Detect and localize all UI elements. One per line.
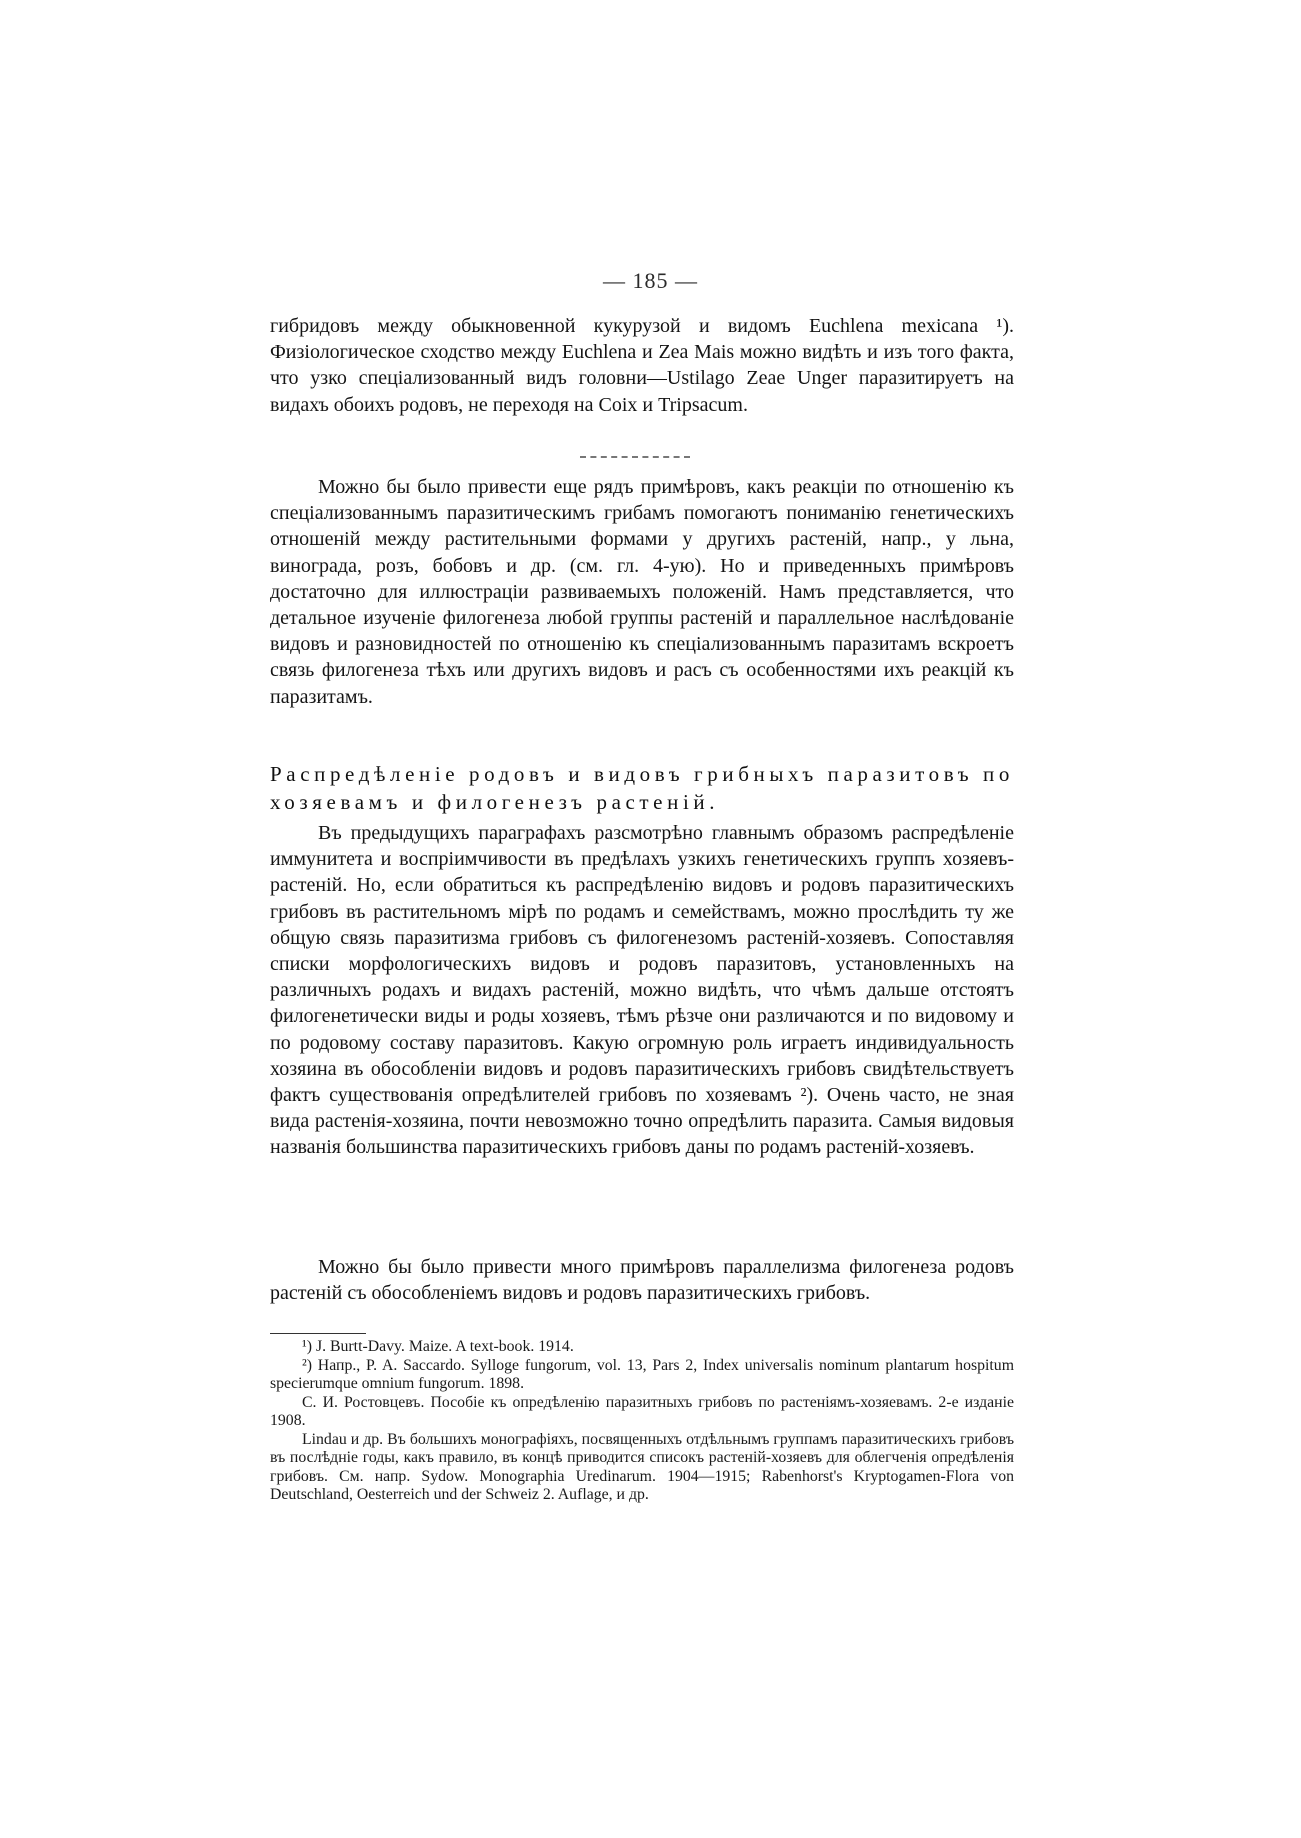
footnote-2-continuation: Lindau и др. Въ большихъ монографіяхъ, посвященныхъ отдѣльнымъ группамъ паразитическихъ грибовъ въ послѣдніе годы, какъ правило, въ концѣ приводится списокъ растеній-хозяевъ для облегченія опредѣленія грибовъ. См. напр. Sydow. Monographia Uredinarum. 1904—1915; Rabenhorst's Kryptogamen-Flora von Deutschland, Oesterreich und der Schweiz 2. Auflage, и др.	[270, 1430, 1014, 1503]
paragraph-text: Можно бы было привести много примѣровъ параллелизма филогенеза родовъ растеній съ обособленіемъ видовъ и родовъ паразитическихъ грибовъ.	[270, 1256, 1014, 1305]
section-divider	[580, 456, 690, 460]
body-paragraph-continuation	[270, 313, 1014, 418]
body-paragraph	[270, 474, 1014, 710]
body-paragraph	[270, 820, 1014, 1161]
footnote-2: ²) Напр., P. A. Saccardo. Sylloge fungorum, vol. 13, Pars 2, Index universalis nominum plantarum hospitum specierumque omnium fungorum. 1898.	[270, 1356, 1014, 1392]
paragraph-text: Въ предыдущихъ параграфахъ разсмотрѣно главнымъ образомъ распредѣленіе иммунитета и воспріимчивости въ предѣлахъ узкихъ генетическихъ группъ хозяевъ-растеній. Но, если обратиться къ распредѣленію видовъ и родовъ паразитическихъ грибовъ въ растительномъ мірѣ по родамъ и семействамъ, можно прослѣдить ту же общую связь паразитизма грибовъ съ филогенезомъ растеній-хозяевъ. Сопоставляя списки морфологическихъ видовъ и родовъ паразитовъ, установленныхъ на различныхъ родахъ и видахъ растеній, можно видѣть, что чѣмъ дальше отстоятъ филогенетически виды и роды хозяевъ, тѣмъ рѣзче они различаются и по видовому и по родовому составу паразитовъ. Какую огромную роль играетъ индивидуальность хозяина въ обособленіи видовъ и родовъ паразитическихъ грибовъ свидѣтельствуетъ фактъ существованія опредѣлителей грибовъ по хозяевамъ ²). Очень часто, не зная вида растенія-хозяина, почти невозможно точно опредѣлить паразита. Самыя видовыя названія большинства паразитическихъ грибовъ даны по родамъ растеній-хозяевъ.	[270, 822, 1014, 1159]
footnote-2-continuation: С. И. Ростовцевъ. Пособіе къ опредѣленію паразитныхъ грибовъ по растеніямъ-хозяевамъ. 2-е изданіе 1908.	[270, 1393, 1014, 1429]
footnotes	[270, 1338, 1014, 1505]
footnote-divider	[270, 1333, 366, 1334]
paragraph-text: Можно бы было привести еще рядъ примѣровъ, какъ реакціи по отношенію къ спеціализованнымъ паразитическимъ грибамъ помогаютъ пониманію генетическихъ отношеній между растительными формами у другихъ растеній, напр., у льна, винограда, розъ, бобовъ и др. (см. гл. 4-ую). Но и приведенныхъ примѣровъ достаточно для иллюстраціи развиваемыхъ положеній. Намъ представляется, что детальное изученіе филогенеза любой группы растеній и параллельное наслѣдованіе видовъ и разновидностей по отношенію къ спеціализованнымъ паразитамъ вскроетъ связь филогенеза тѣхъ или другихъ видовъ и расъ съ особенностями ихъ реакцій къ паразитамъ.	[270, 476, 1014, 708]
footnote-1: ¹) J. Burtt-Davy. Maize. A text-book. 1914.	[302, 1338, 574, 1355]
page-number: — 185 —	[603, 268, 698, 293]
body-paragraph	[270, 1254, 1014, 1306]
section-heading: Распредѣленіе родовъ и видовъ грибныхъ паразитовъ по хозяевамъ и филогенезъ растеній.	[270, 762, 1014, 814]
paragraph-text: гибридовъ между обыкновенной кукурузой и видомъ Euchlena mexicana ¹). Физіологическое сходство между Euchlena и Zea Mais можно видѣть и изъ того факта, что узко спеціализованный видъ головни—Ustilago Zeae Unger паразитируетъ на видахъ обоихъ родовъ, не переходя на Coix и Tripsacum.	[270, 315, 1014, 416]
